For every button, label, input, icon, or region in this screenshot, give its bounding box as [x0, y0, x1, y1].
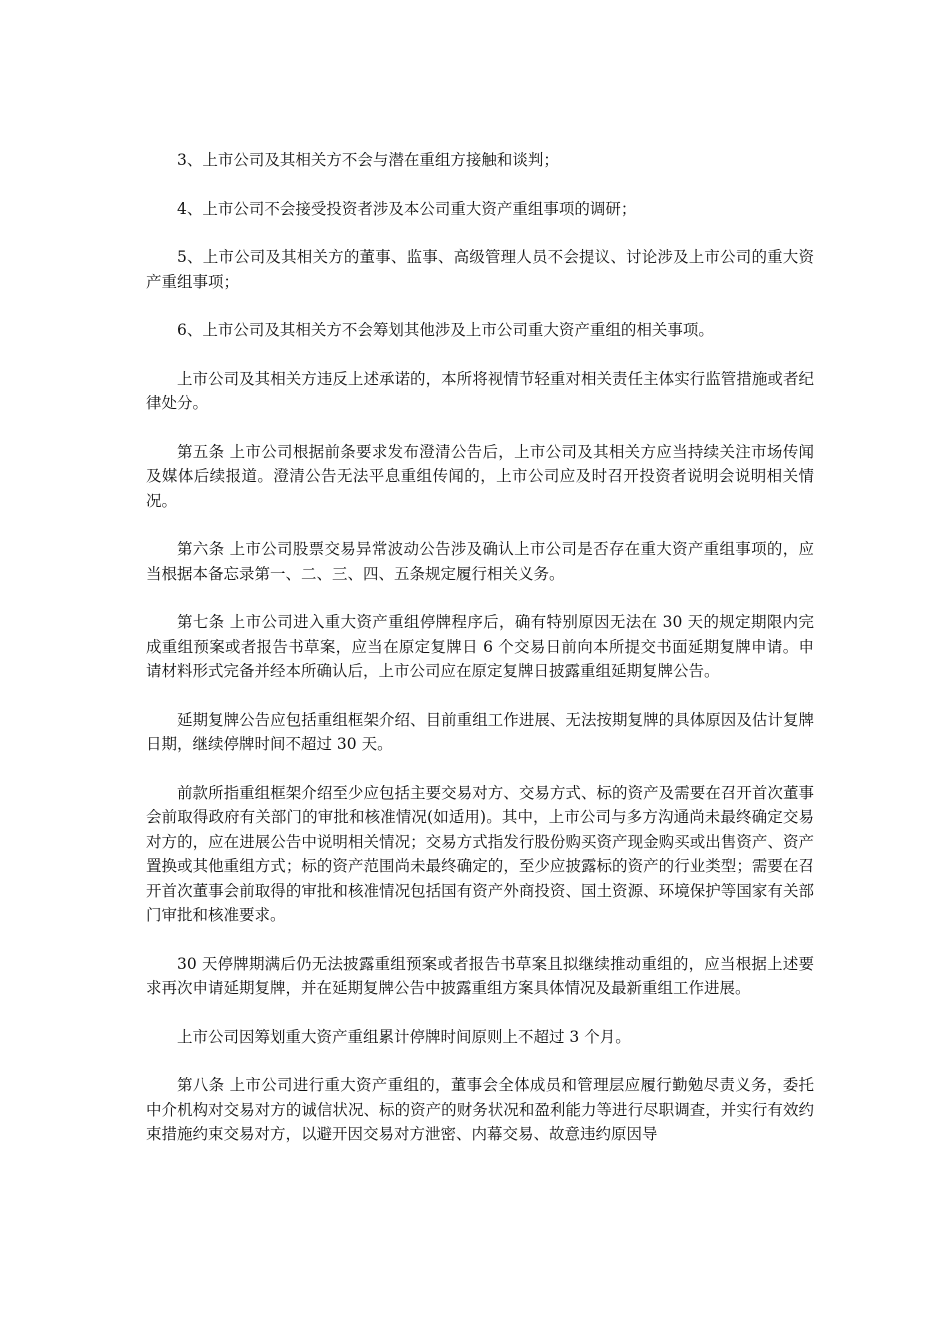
paragraph-item-4: 4、上市公司不会接受投资者涉及本公司重大资产重组事项的调研；: [177, 199, 637, 218]
paragraph-framework: 前款所指重组框架介绍至少应包括主要交易对方、交易方式、标的资产及需要在召开首次董事会前取得政府有关部门的审批和核准情况(如适用)。其中，上市公司与多方沟通尚未最终确定交易对方的，应在进展公告中说明相关情况；交易方式指发行股份购买资产现金购买或出售资产、资产置换或其他重组方式；标的资产范围尚未最终确定的，至少应披露标的资产的行业类型；需要在召开首次董事会前取得的审批和核准情况包括国有资产外商投资、国土资源、环境保护等国家有关部门审批和核准要求。: [146, 783, 814, 924]
paragraph-violation: 上市公司及其相关方违反上述承诺的，本所将视情节轻重对相关责任主体实行监管措施或者纪律处分。: [146, 369, 814, 412]
paragraph-article-5: 第五条 上市公司根据前条要求发布澄清公告后，上市公司及其相关方应当持续关注市场传闻及媒体后续报道。澄清公告无法平息重组传闻的，上市公司应及时召开投资者说明会说明相关情况。: [146, 442, 814, 510]
paragraph-article-6: 第六条 上市公司股票交易异常波动公告涉及确认上市公司是否存在重大资产重组事项的，应当根据本备忘录第一、二、三、四、五条规定履行相关义务。: [146, 540, 814, 583]
paragraph-item-5: 5、上市公司及其相关方的董事、监事、高级管理人员不会提议、讨论涉及上市公司的重大资产重组事项；: [146, 248, 814, 291]
paragraph-30-days: 30 天停牌期满后仍无法披露重组预案或者报告书草案且拟继续推动重组的，应当根据上述要求再次申请延期复牌，并在延期复牌公告中披露重组方案具体情况及最新重组工作进展。: [146, 954, 814, 997]
paragraph-3-months: 上市公司因筹划重大资产重组累计停牌时间原则上不超过 3 个月。: [177, 1027, 631, 1046]
paragraph-article-8: 第八条 上市公司进行重大资产重组的，董事会全体成员和管理层应履行勤勉尽责义务，委托中介机构对交易对方的诚信状况、标的资产的财务状况和盈利能力等进行尽职调查，并实行有效约束措施约束交易对方，以避开因交易对方泄密、内幕交易、故意违约原因导: [146, 1076, 814, 1143]
document-body: [146, 148, 814, 1171]
paragraph-item-6: 6、上市公司及其相关方不会筹划其他涉及上市公司重大资产重组的相关事项。: [177, 321, 714, 339]
paragraph-article-7: 第七条 上市公司进入重大资产重组停牌程序后，确有特别原因无法在 30 天的规定期限内完成重组预案或者报告书草案，应当在原定复牌日 6 个交易日前向本所提交书面延期复牌申请。申请材料形式完备并经本所确认后，上市公司应在原定复牌日披露重组延期复牌公告。: [146, 613, 814, 680]
paragraph-item-3: 3、上市公司及其相关方不会与潜在重组方接触和谈判；: [177, 151, 559, 169]
paragraph-extension-notice: 延期复牌公告应包括重组框架介绍、目前重组工作进展、无法按期复牌的具体原因及估计复牌日期，继续停牌时间不超过 30 天。: [146, 710, 814, 753]
